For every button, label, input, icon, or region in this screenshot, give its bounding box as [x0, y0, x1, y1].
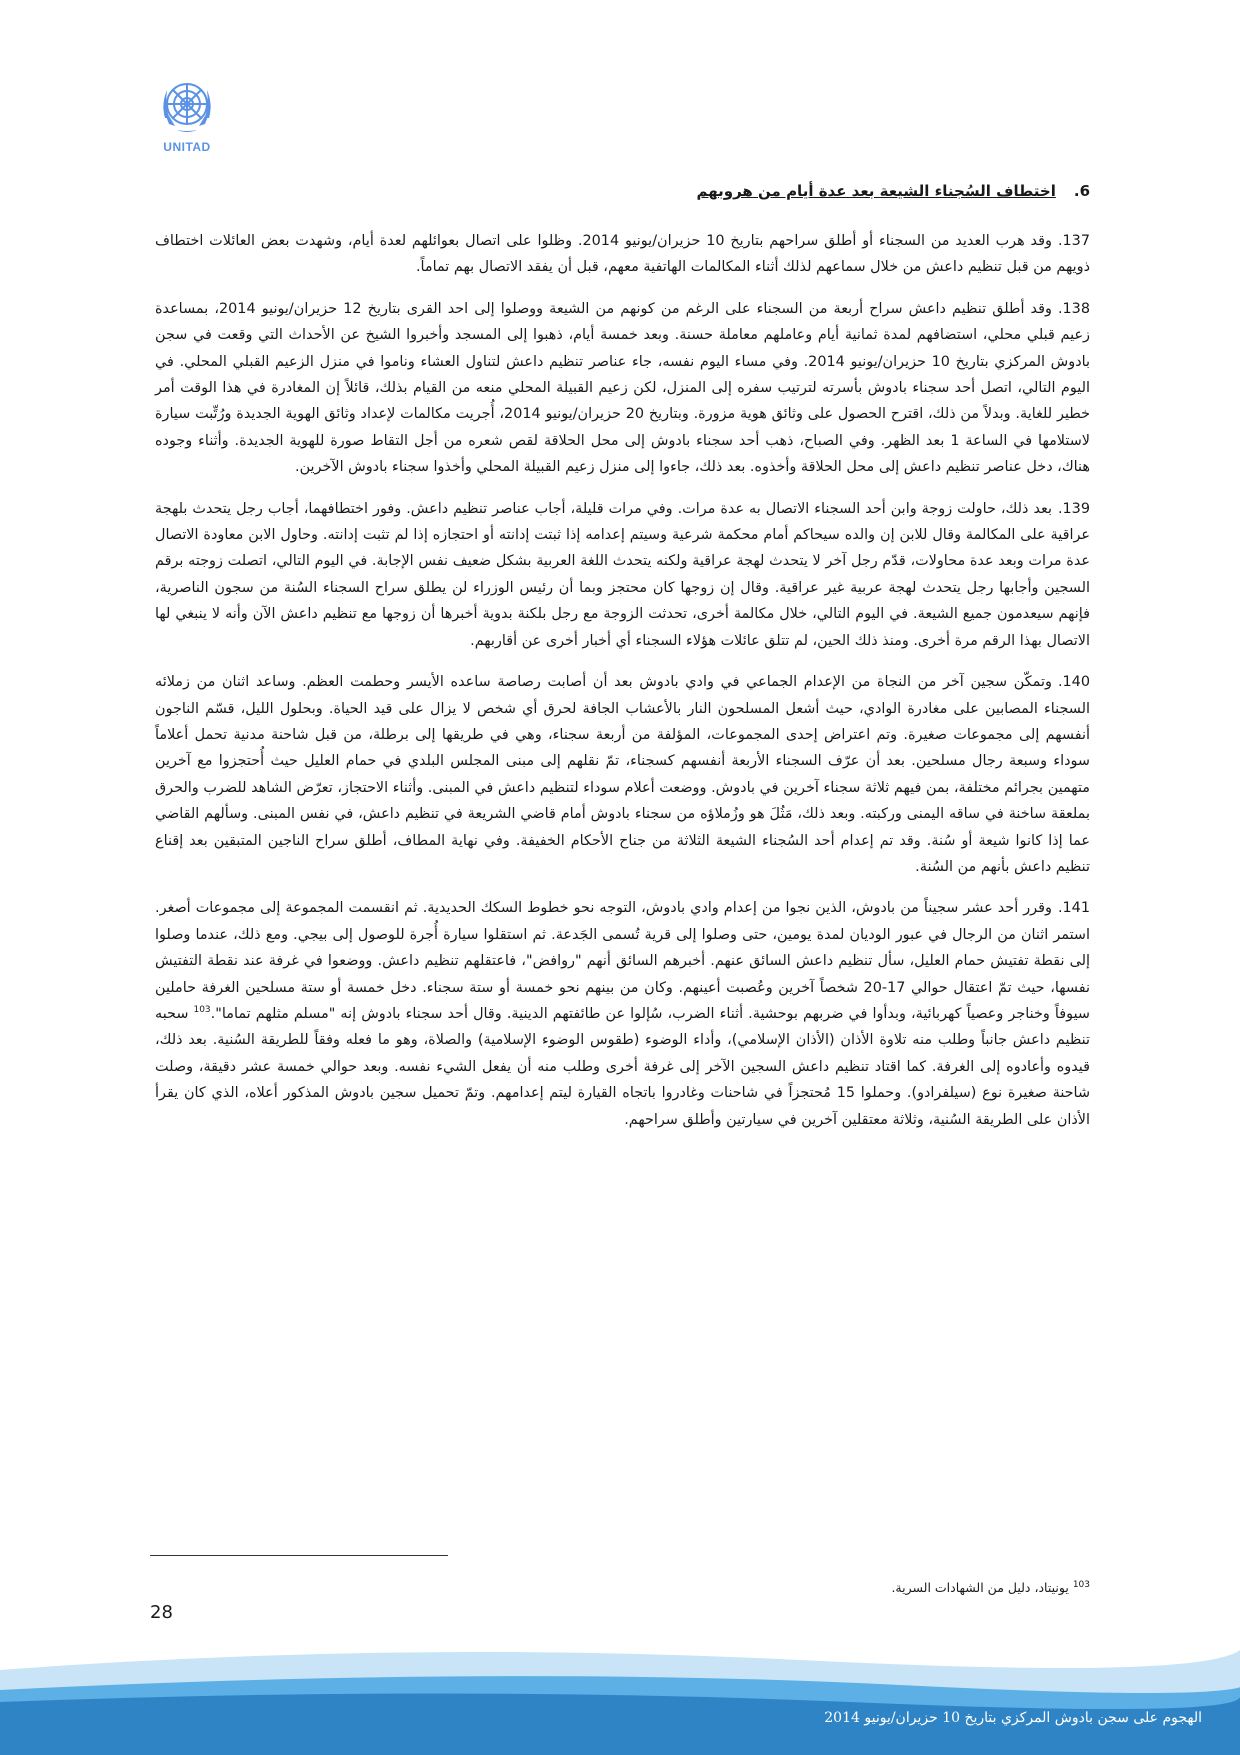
paragraph-number: 137.	[1057, 233, 1090, 249]
section-heading	[170, 180, 1090, 202]
unitad-logo	[150, 74, 224, 154]
paragraph-text-continued: سحبه تنظيم داعش جانباً وطلب منه تلاوة الأذان (الأذان الإسلامي)، وأداء الوضوء (طقوس الوضوء الإسلامية) والصلاة، وهو ما فعله وفقاً للطريقة السُنية. بعد ذلك، قيدوه وأعادوه إلى الغرفة. كما اقتاد تنظيم داعش السجين الآخر إلى غرفة أخرى وطلب منه أن يفعل الشيء نفسه. وبعد حوالي خمسة عشر دقيقة، وصلت شاحنة صغيرة نوع (سيلفرادو). وحملوا 15 مُحتجزاً في شاحنات وغادروا باتجاه القيارة ليتم إعدامهم. وتمّ تحميل سجين بادوش المذكور أعلاه، الذي كان يقرأ الأذان على الطريقة السُنية، وثلاثة معتقلين آخرين في سيارتين وأطلق سراحهم.	[155, 1005, 1091, 1128]
paragraph-text: وتمكّن سجين آخر من النجاة من الإعدام الجماعي في وادي بادوش بعد أن أصابت رصاصة ساعده الأيسر وحطمت العظم. وساعد اثنان من زملائه السجناء المصابين على مغادرة الوادي، حيث أشعل المسلحون النار بالأعشاب الجافة لحرق أي شخص لا يزال على قيد الحياة. وبحلول الليل، قسّم الناجون أنفسهم إلى مجموعات صغيرة. وتم اعتراض إحدى المجموعات، المؤلفة من أربعة سجناء، وهي في طريقها إلى برطلة، من قبل شاحنة مدنية تحمل أعلاماً سوداء وسبعة رجال مسلحين. بعد أن عرّف السجناء الأربعة أنفسهم كسجناء، تمّ نقلهم إلى مبنى المجلس البلدي في حمام العليل حيث أُحتجزوا مع آخرين متهمين بجرائم مختلفة، بمن فيهم ثلاثة سجناء آخرين في بادوش. ووضعت أعلام سوداء لتنظيم داعش في المبنى. وأثناء الاحتجاز، تعرّض الشاهد للضرب والحرق بملعقة ساخنة في ساقه اليمنى وركبته. وبعد ذلك، مَثُلَ هو وزُملاؤه من سجناء بادوش أمام قاضي الشريعة في تنظيم داعش، في نفس المبنى. وسألهم القاضي عما إذا كانوا شيعة أو سُنة. وقد تم إعدام أحد السُجناء الشيعة الثلاثة من جناح الأحكام الخفيفة. وفي نهاية المطاف، أطلق سراح الناجين المتبقين بعد إقناع تنظيم داعش بأنهم من السُنة.	[155, 674, 1090, 875]
footer-wave-band	[0, 1640, 1240, 1755]
section-number: 6.	[1073, 182, 1090, 200]
paragraph-text: وقد هرب العديد من السجناء أو أطلق سراحهم بتاريخ 10 حزيران/يونيو 2014. وظلوا على اتصال بعوائلهم لعدة أيام، وشهدت بعض العائلات اختطاف ذويهم من قبل تنظيم داعش من خلال سماعهم لذلك أثناء المكالمات الهاتفية معهم، قبل أن يفقد الاتصال بهم تماماً.	[155, 233, 1090, 276]
paragraph-text: وقرر أحد عشر سجيناً من بادوش، الذين نجوا من إعدام وادي بادوش، التوجه نحو خطوط السكك الحديدية. ثم انقسمت المجموعة إلى مجموعات أصغر. استمر اثنان من الرجال في عبور الوديان لمدة يومين، حتى وصلوا إلى قرية تُسمى الجَدعة. ثم استقلوا سيارة أُجرة للوصول إلى بيجي. ومع ذلك، عندما وصلوا إلى نقطة تفتيش حمام العليل، سأل تنظيم داعش السائق عنهم. أخبرهم السائق أنهم "روافض"، فاعتقلهم تنظيم داعش. ووضعوا في غرفة عند نقطة التفتيش نفسها، حيث تمّ اعتقال حوالي 17-20 شخصاً آخرين وعُصبت أعينهم. وكان من بينهم نحو خمسة أو ستة سجناء. دخل خمسة أو ستة مسلحين الغرفة حاملين سيوفاً وخناجر وعصياً كهربائية، وبدأوا في ضربهم بوحشية. أثناء الضرب، سُإلوا عن طائفتهم الدينية. وقال أحد سجناء بادوش إنه "مسلم مثلهم تماما".	[155, 900, 1090, 1022]
footer-title: الهجوم على سجن بادوش المركزي بتاريخ 10 حزيران/يونيو 2014	[824, 1710, 1202, 1726]
footnote-reference[interactable]: 103	[193, 1005, 211, 1016]
footnote-text: يونيتاد، دليل من الشهادات السرية.	[891, 1580, 1069, 1595]
footnote-divider	[150, 1555, 448, 1556]
paragraph-number: 138.	[1057, 300, 1090, 317]
un-emblem-icon	[155, 74, 219, 138]
document-body	[155, 228, 1090, 1148]
paragraph-141	[155, 895, 1090, 1133]
paragraph-number: 141.	[1057, 900, 1090, 917]
paragraph-text: وقد أطلق تنظيم داعش سراح أربعة من السجناء على الرغم من كونهم من الشيعة ووصلوا إلى احد القرى بتاريخ 12 حزيران/يونيو 2014، بمساعدة زعيم قبلي محلي، استضافهم لمدة ثمانية أيام وعاملهم معاملة حسنة. وبعد خمسة أيام، ذهبوا إلى المسجد وأخبروا الشيخ عن الأحداث التي وقعت في سجن بادوش المركزي بتاريخ 10 حزيران/يونيو 2014. وفي مساء اليوم نفسه، جاء عناصر تنظيم داعش لتناول العشاء وناموا في منزل الزعيم القبلي المحلي. في اليوم التالي، اتصل أحد سجناء بادوش بأسرته لترتيب سفره إلى المنزل، لكن زعيم القبيلة المحلي منعه من القيام بذلك، قائلاً إن المغادرة في هذا الوقت أمر خطير للغاية. وبدلاً من ذلك، اقترح الحصول على وثائق هوية مزورة. وبتاريخ 20 حزيران/يونيو 2014، أُجريت مكالمات لإعداد وثائق الهوية الجديدة ورُتِّبت سيارة لاستلامها في الساعة 1 بعد الظهر. وفي الصباح، ذهب أحد سجناء بادوش إلى محل الحلاقة لقص شعره من أجل التقاط صورة للهوية الجديدة. وأثناء وجوده هناك، دخل عناصر تنظيم داعش إلى محل الحلاقة وأخذوه. بعد ذلك، جاءوا إلى منزل زعيم القبيلة المحلي وأخذوا سجناء بادوش الآخرين.	[155, 300, 1090, 476]
paragraph-140	[155, 669, 1090, 880]
logo-text: UNITAD	[163, 140, 211, 154]
footnote-number: 103	[1072, 1579, 1090, 1590]
paragraph-139	[155, 496, 1090, 654]
paragraph-137	[155, 228, 1090, 281]
paragraph-number: 139.	[1057, 500, 1090, 517]
footnote	[155, 1578, 1090, 1598]
page-number: 28	[150, 1602, 173, 1623]
paragraph-text: بعد ذلك، حاولت زوجة وابن أحد السجناء الاتصال به عدة مرات. وفي مرات قليلة، أجاب عناصر تنظيم داعش. وفور اختطافهما، أجاب رجل يتحدث بلهجة عراقية على المكالمة وقال للابن إن والده سيحاكم أمام محكمة شرعية وسيتم إعدامه إذا ثبتت إدانته أو احتجازه إذا لم تثبت إدانته. وحاول الابن معاودة الاتصال عدة مرات وبعد عدة محاولات، قدّم رجل آخر لا يتحدث لهجة عراقية ولكنه يتحدث اللغة العربية بشكل ضعيف نفس الإجابة. في اليوم التالي، اتصلت زوجته برقم السجين وأجابها رجل يتحدث لهجة عربية غير عراقية. وقال إن زوجها كان محتجز وبما أن رئيس الوزراء لن يطلق سراح السجناء السُنة من سجون الناصرية، فإنهم سيعدمون جميع الشيعة. في اليوم التالي، خلال مكالمة أخرى، تحدثت الزوجة مع رجل بلكنة بدوية أخبرها أن زوجها مع تنظيم داعش الآن وأنه لا ينبغي لها الاتصال بهذا الرقم مرة أخرى. ومنذ ذلك الحين، لم تتلق عائلات هؤلاء السجناء أي أخبار أخرى عن أقاربهم.	[155, 500, 1090, 649]
paragraph-138	[155, 296, 1090, 481]
paragraph-number: 140.	[1057, 674, 1090, 691]
section-title: اختطاف السُجناء الشيعة بعد عدة أيام من هروبهم	[696, 182, 1056, 200]
